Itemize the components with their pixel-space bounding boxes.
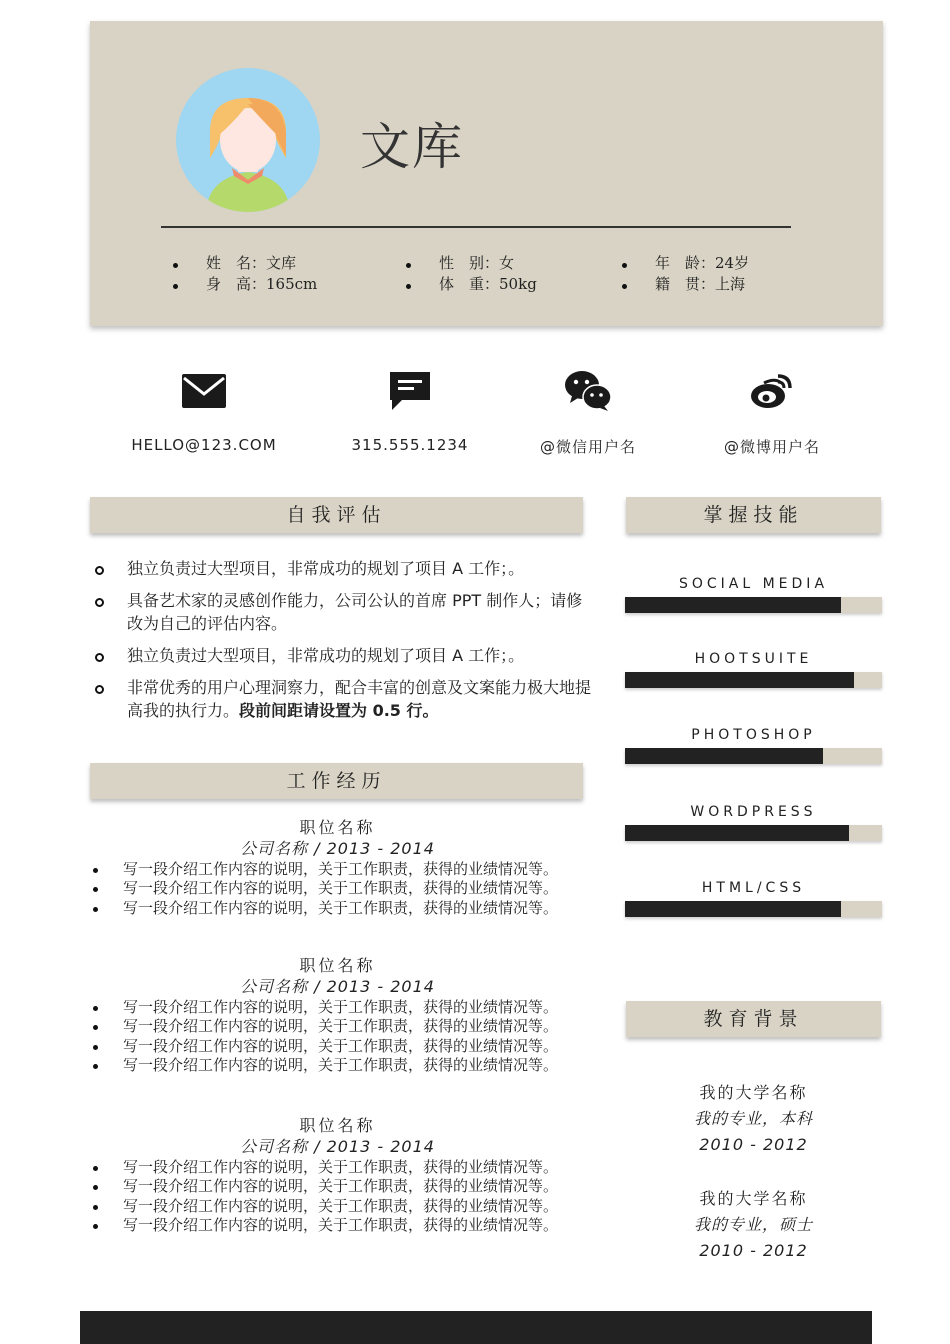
skill-bar [625,901,882,917]
contact-email-label: HELLO@123.COM [131,436,277,454]
skill-name: WORDPRESS [690,804,817,820]
skill-bar [625,597,882,613]
list-item: 写一段介绍工作内容的说明，关于工作职责，获得的业绩情况等。 [90,899,585,918]
skill-bar-fill [625,825,849,841]
header-divider [161,226,791,228]
job-entry-3 [90,1116,585,1235]
list-item: 写一段介绍工作内容的说明，关于工作职责，获得的业绩情况等。 [90,998,585,1017]
section-skills-heading: 掌握技能 [626,497,881,533]
list-item: 写一段介绍工作内容的说明，关于工作职责，获得的业绩情况等。 [90,879,585,898]
skill-bar-fill [625,901,841,917]
job-company: 公司名称 / 2013 - 2014 [240,977,435,996]
list-item: 写一段介绍工作内容的说明，关于工作职责，获得的业绩情况等。 [90,1056,585,1075]
info-column-3 [622,253,749,295]
info-height: 身 高：165cm [173,274,317,295]
info-weight: 体 重：50kg [406,274,537,295]
message-icon [310,368,510,414]
major: 我的专业，本科 [693,1109,813,1128]
list-item: 写一段介绍工作内容的说明，关于工作职责，获得的业绩情况等。 [90,1037,585,1056]
contact-phone[interactable] [310,368,510,454]
study-years: 2010 - 2012 [699,1135,808,1154]
skill-bar [625,672,882,688]
contact-wechat-label: @微信用户名 [539,438,636,456]
info-column-1 [173,253,317,295]
avatar [176,68,320,212]
contact-weibo-label: @微博用户名 [723,438,820,456]
info-age: 年 龄：24岁 [622,253,749,274]
major: 我的专业，硕士 [693,1215,813,1234]
list-item: 写一段介绍工作内容的说明，关于工作职责，获得的业绩情况等。 [90,1177,585,1196]
job-company: 公司名称 / 2013 - 2014 [240,839,435,858]
info-name: 姓 名：文库 [173,253,317,274]
footer-bar [80,1311,872,1344]
job-title: 职位名称 [299,818,376,837]
skill-name: SOCIAL MEDIA [678,576,829,592]
study-years: 2010 - 2012 [699,1241,808,1260]
contact-weibo[interactable] [672,368,872,457]
list-item: 写一段介绍工作内容的说明，关于工作职责，获得的业绩情况等。 [90,1017,585,1036]
list-item: 非常优秀的用户心理洞察力，配合丰富的创意及文案能力极大地提高我的执行力。段前间距请设置为 0.5 行。 [93,676,593,722]
contact-phone-label: 315.555.1234 [351,436,469,454]
list-item: 写一段介绍工作内容的说明，关于工作职责，获得的业绩情况等。 [90,860,585,879]
section-self-eval-heading: 自我评估 [90,497,583,533]
section-work-heading: 工作经历 [90,763,583,799]
list-item: 独立负责过大型项目，非常成功的规划了项目 A 工作；。 [93,644,593,667]
info-gender: 性 别：女 [406,253,537,274]
list-item: 写一段介绍工作内容的说明，关于工作职责，获得的业绩情况等。 [90,1197,585,1216]
skill-bar [625,748,882,764]
skill-bar-fill [625,597,841,613]
skill-bar-fill [625,672,854,688]
info-hometown: 籍 贯：上海 [622,274,749,295]
skill-bar-fill [625,748,823,764]
job-entry-2 [90,956,585,1075]
school-name: 我的大学名称 [699,1189,808,1208]
list-item: 写一段介绍工作内容的说明，关于工作职责，获得的业绩情况等。 [90,1216,585,1235]
name-title: 文库 [360,118,464,176]
info-column-2 [406,253,537,295]
profile-header-card [90,21,883,326]
education-entry-2 [625,1186,882,1264]
list-item: 独立负责过大型项目，非常成功的规划了项目 A 工作；。 [93,557,593,580]
job-title: 职位名称 [299,1116,376,1135]
self-eval-list [93,557,593,731]
job-company: 公司名称 / 2013 - 2014 [240,1137,435,1156]
weibo-icon [672,368,872,414]
job-title: 职位名称 [299,956,376,975]
envelope-icon [104,368,304,414]
contact-email[interactable] [104,368,304,454]
skill-name: PHOTOSHOP [691,727,816,743]
education-entry-1 [625,1080,882,1158]
list-item: 具备艺术家的灵感创作能力，公司公认的首席 PPT 制作人；请修改为自己的评估内容。 [93,589,593,635]
skill-name: HTML/CSS [701,880,806,896]
school-name: 我的大学名称 [699,1083,808,1102]
skill-name: HOOTSUITE [694,651,813,667]
skill-bar [625,825,882,841]
wechat-icon [488,368,688,414]
job-entry-1 [90,818,585,918]
list-item: 写一段介绍工作内容的说明，关于工作职责，获得的业绩情况等。 [90,1158,585,1177]
section-education-heading: 教育背景 [626,1001,881,1037]
contact-wechat[interactable] [488,368,688,457]
